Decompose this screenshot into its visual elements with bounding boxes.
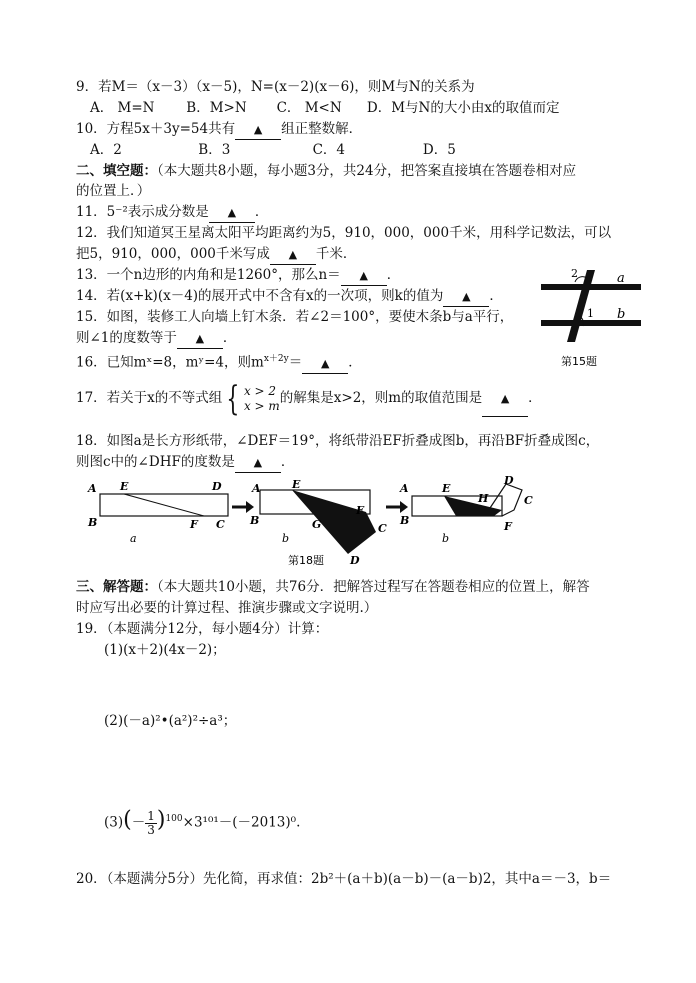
- fig18c-label-c: C: [524, 494, 533, 507]
- fold-line-ef-a: [124, 494, 204, 516]
- q17-inequality-system: [222, 378, 280, 419]
- q15-post: ．: [222, 330, 237, 346]
- q17-mid: 的解集是x>2，则m的取值范围是: [279, 390, 483, 406]
- q18-text: 则图c中的∠DHF的度数是: [76, 454, 235, 470]
- section2-header: [76, 162, 576, 180]
- figure-18: [86, 474, 556, 566]
- fig18a-label-a: A: [88, 482, 97, 495]
- q13-post: ．: [386, 267, 401, 283]
- fig15-label-2: 2: [571, 267, 578, 280]
- q19-part3-label: (3): [104, 814, 124, 831]
- q14: [76, 287, 503, 307]
- q18-line1: 18．如图a是长方形纸带，∠DEF＝19°，将纸带沿EF折叠成图b，再沿BF折叠成图c，: [76, 433, 600, 449]
- folded-part-b: [292, 490, 376, 554]
- q10-post: 组正整数解．: [281, 121, 363, 137]
- fig18c-label-h: H: [478, 492, 489, 505]
- fig18b-label-e: E: [292, 478, 301, 491]
- q18-post: ．: [280, 454, 295, 470]
- fig18-panel-a: [87, 480, 228, 545]
- q17: [76, 378, 542, 419]
- q15-line1: 15．如图，装修工人向墙上钉木条．若∠2＝100°，要使木条b与a平行，: [76, 309, 514, 325]
- q9-option-c: C． M<N: [276, 100, 342, 116]
- section2-desc: （本大题共8小题，每小题3分，共24分，把答案直接填在答题卷相对应: [157, 163, 577, 179]
- q10-option-c: C．4: [312, 142, 346, 158]
- q13-blank: ▲: [341, 267, 387, 286]
- section3-desc: （本大题共10小题，共76分．把解答过程写在答题卷相应的位置上，解答: [157, 579, 590, 595]
- q9-option-b: B．M>N: [186, 100, 247, 116]
- fig18c-label-b: B: [400, 514, 410, 527]
- q16-text: 16．已知mˣ=8，mʸ=4，则m: [76, 354, 264, 371]
- section2-title: 二、填空题：: [76, 163, 157, 179]
- fig18-caption: 第18题: [288, 554, 324, 566]
- q9-options: [90, 99, 559, 117]
- section3-desc-cont: 时应写出必要的计算过程、推演步骤或文字说明.）: [76, 600, 378, 616]
- q14-post: ．: [489, 288, 503, 304]
- q18-blank: ▲: [235, 454, 281, 473]
- q10-text: 10．方程5x＋3y=54共有: [76, 121, 236, 137]
- q16-exponent: x＋2y: [263, 354, 289, 364]
- fig18b-label-c: C: [378, 522, 387, 535]
- q19-stem: 19．（本题满分12分，每小题4分）计算：: [76, 621, 329, 637]
- q17-brace: {: [226, 378, 240, 419]
- fig18-panel-c: [399, 474, 533, 545]
- q18-line2: [76, 453, 294, 473]
- fig18c-label-f: F: [504, 520, 512, 533]
- section3-title: 三、解答题：: [76, 579, 157, 595]
- fig18a-caption: a: [130, 532, 137, 545]
- q17-post: ．: [528, 390, 542, 406]
- q10-option-a: A．2: [90, 142, 122, 158]
- q12-text: 把5，910，000，000千米写成: [76, 246, 270, 262]
- fig18c-label-d: D: [504, 474, 514, 487]
- q9-option-d: D．M与N的大小由x的取值而定: [366, 100, 560, 116]
- q11-text: 11．5⁻²表示成分数是: [76, 204, 209, 220]
- q17-blank: ▲: [482, 382, 528, 417]
- q19-part3-exponent: 100: [165, 814, 183, 824]
- arrow-2-head: [400, 501, 408, 513]
- fig18-panel-b: [249, 478, 387, 566]
- fig18a-label-b: B: [88, 516, 98, 529]
- fig15-label-1: 1: [587, 307, 594, 320]
- q9-stem: 9．若M＝（x－3）（x－5)，N=(x－2)(x－6)，则M与N的关系为: [76, 79, 475, 95]
- fig18a-label-f: F: [190, 518, 198, 531]
- q19-part2: (2)(－a)²•(a²)²÷a³；: [104, 713, 237, 729]
- q17-ineq1: x > 2: [243, 383, 277, 398]
- board-b: [541, 320, 641, 326]
- diagonal-board: [567, 270, 595, 342]
- q15-text: 则∠1的度数等于: [76, 330, 177, 346]
- q15-blank: ▲: [177, 330, 223, 349]
- arrow-1-head: [246, 501, 254, 513]
- q19-part3-numerator: 1: [147, 808, 155, 823]
- q12-post: 千米．: [315, 246, 357, 262]
- q11: [76, 203, 268, 223]
- fig18a-label-d: D: [212, 480, 222, 493]
- q16-mid: ＝: [288, 354, 303, 371]
- q19-part3: (3)(－ $\frac{1}{3}$ )$^{100}$×3¹⁰¹－(－2013)⁰.: [104, 807, 301, 837]
- q16-post: ．: [348, 354, 362, 371]
- q13-text: 13．一个n边形的内角和是1260°，那么n＝: [76, 267, 341, 283]
- q10-blank: ▲: [235, 121, 281, 140]
- q19-part3-denominator: 3: [147, 822, 155, 837]
- fig18b-label-g: G: [312, 518, 322, 531]
- fig18b-caption: b: [282, 532, 290, 545]
- q16-blank: ▲: [302, 355, 348, 374]
- q14-blank: ▲: [443, 288, 489, 307]
- fig15-label-b: b: [617, 307, 626, 322]
- q13: [76, 266, 400, 286]
- section3-header: [76, 578, 590, 596]
- fig18a-label-c: C: [216, 518, 225, 531]
- q14-text: 14．若(x+k)(x－4)的展开式中不含有x的一次项，则k的值为: [76, 288, 444, 304]
- q12-line1: 12．我们知道冥王星离太阳平均距离约为5，910，000，000千米，用科学记数法，可以: [76, 225, 612, 241]
- figure-15: [535, 262, 645, 372]
- fig18b-label-b: B: [250, 514, 260, 527]
- q19-part3-rest: ×3¹⁰¹－(－2013)⁰.: [182, 814, 301, 831]
- q9-option-a: A． M=N: [90, 100, 155, 116]
- fig15-label-a: a: [617, 271, 625, 286]
- q11-post: ．: [254, 204, 269, 220]
- q20: 20．（本题满分5分）先化简，再求值：2b²＋(a＋b)(a－b)－(a－b)2，其中a＝－3，b＝: [76, 871, 612, 887]
- q12-blank: ▲: [270, 246, 316, 265]
- q19-part1: (1)(x＋2)(4x－2)；: [104, 642, 226, 658]
- fig18b-label-f: F: [356, 504, 364, 517]
- q10-options: [90, 141, 456, 159]
- fig18c-label-e: E: [442, 482, 451, 495]
- q19-part3-fraction: [145, 810, 157, 837]
- fig15-caption: 第15题: [561, 355, 597, 368]
- board-a: [541, 284, 641, 290]
- section2-desc-cont: 的位置上．）: [76, 183, 151, 199]
- q12-line2: [76, 245, 356, 265]
- fig18c-caption: b: [442, 532, 450, 545]
- q15-line2: [76, 329, 236, 349]
- q10-option-d: D．5: [422, 142, 456, 158]
- fig18c-label-a: A: [400, 482, 409, 495]
- fig18b-label-a: A: [252, 482, 261, 495]
- q10-option-b: B．3: [198, 142, 231, 158]
- fig18b-label-d: D: [350, 554, 360, 566]
- q10-stem: [76, 120, 362, 140]
- q16: [76, 350, 362, 374]
- q11-blank: ▲: [209, 204, 255, 223]
- q17-ineq2: x > m: [243, 398, 280, 413]
- fig18a-label-e: E: [120, 480, 129, 493]
- folded-part-c: [444, 496, 502, 516]
- q17-text: 17．若关于x的不等式组: [76, 390, 223, 406]
